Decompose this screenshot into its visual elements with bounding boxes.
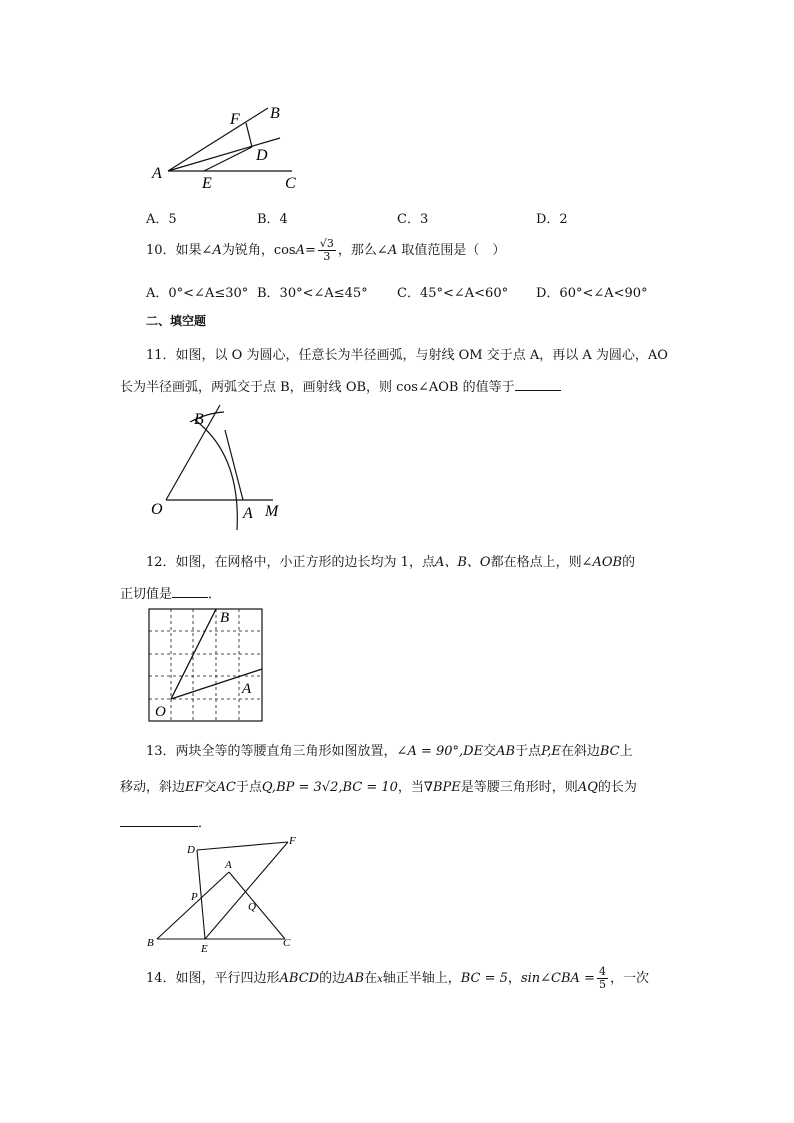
section-title: 二、填空题	[146, 314, 207, 328]
q14-frac-num: 4	[598, 965, 606, 978]
q14-line1	[146, 966, 649, 991]
q11-line2-text: 长为半径画弧，两弧交于点 B，画射线 OB，则 cos∠AOB 的值等于	[120, 380, 515, 395]
label-b: B	[270, 105, 280, 122]
q14-text-c: 在	[364, 971, 378, 986]
label-a: A	[225, 859, 232, 871]
q13-de: DE	[463, 744, 484, 759]
q13-bpe: BPE	[433, 780, 461, 795]
label-o: O	[155, 704, 166, 720]
label-f: F	[230, 111, 240, 128]
q13-ac: AC	[216, 780, 236, 795]
q9-option-b: B．4	[257, 212, 288, 227]
q13-text-h: 于点	[235, 780, 262, 795]
q13-ef: EF	[185, 780, 204, 795]
label-a: A	[242, 681, 252, 697]
q13-answer-blank[interactable]	[120, 826, 198, 827]
label-e: E	[202, 175, 212, 192]
q14-sin: sin∠CBA =	[520, 971, 595, 986]
q13-text-e: 上	[619, 744, 633, 759]
q12-text-a: 12．如图，在网格中，小正方形的边长均为 1，点	[146, 555, 435, 570]
q10-var-a-3: A	[387, 243, 398, 258]
figure-q9	[140, 100, 320, 195]
q13-line2	[120, 776, 637, 795]
q10-eq: =	[305, 243, 316, 258]
q10-fraction	[318, 238, 336, 263]
q13-line1	[146, 740, 633, 759]
q13-text-l: ．	[198, 816, 212, 831]
q14-text-a: 14．如图，平行四边形	[146, 971, 280, 986]
q13-line3	[120, 812, 211, 831]
ray-ab	[168, 108, 268, 171]
label-d: D	[187, 844, 195, 856]
q13-aq: AQ	[577, 780, 598, 795]
grid-border	[149, 609, 262, 721]
label-b: B	[147, 937, 154, 949]
segment-ab	[225, 430, 243, 500]
q12-text-c: 的	[622, 555, 636, 570]
label-d: D	[256, 147, 268, 164]
figure-q11	[145, 400, 295, 535]
q10-option-a: A．0°<∠A≤30°	[146, 286, 249, 301]
q9-option-c: C．3	[397, 212, 429, 227]
q13-text-d: 在斜边	[560, 744, 600, 759]
triangle-def-side-de	[197, 850, 205, 939]
q14-text-f: ，一次	[609, 971, 649, 986]
q13-cond-angle: ∠A = 90°,	[396, 744, 464, 759]
q11-line1: 11．如图，以 O 为圆心，任意长为半径画弧，与射线 OM 交于点 A，再以 A 为圆心，AO	[146, 348, 668, 363]
q14-text-b: 的边	[319, 971, 346, 986]
q13-text-a: 13．两块全等的等腰直角三角形如图放置，	[146, 744, 397, 759]
q14-text-e: ，	[507, 971, 521, 986]
label-b: B	[194, 411, 204, 428]
arc-centered-o	[195, 420, 237, 530]
q10-frac-num: √3	[319, 237, 334, 250]
label-m: M	[265, 503, 279, 520]
q14-x: x	[377, 974, 383, 985]
q13-bp: BP = 3√2,BC = 10	[276, 780, 398, 795]
q10-after: ，那么∠	[337, 243, 388, 258]
q9-option-d: D．2	[536, 212, 568, 227]
q12-points: A、B、O	[434, 555, 491, 570]
label-p: P	[191, 891, 198, 903]
q12-text-e: ．	[208, 587, 222, 602]
q13-p: P,	[541, 744, 552, 759]
q10-option-d: D．60°<∠A<90°	[536, 286, 648, 301]
q13-text-k: 的长为	[597, 780, 637, 795]
label-c: C	[285, 175, 296, 192]
q13-text-j: 是等腰三角形时，则	[460, 780, 578, 795]
triangle-abc-side-ac	[229, 872, 285, 939]
ray-ob	[166, 405, 220, 500]
triangle-def-side-ef	[205, 842, 288, 939]
q13-text-i: ，当∇	[397, 780, 433, 795]
q10-mid: 为锐角，cos	[221, 243, 296, 258]
label-b: B	[220, 610, 230, 626]
q12-text-d: 正切值是	[120, 587, 173, 602]
q9-option-a: A．5	[146, 212, 177, 227]
figure-q13	[140, 832, 310, 957]
label-o: O	[151, 501, 163, 518]
triangle-abc-side-ab	[157, 872, 229, 939]
label-a: A	[243, 505, 253, 522]
q14-frac-den: 5	[598, 978, 606, 991]
label-c: C	[283, 937, 291, 949]
q12-answer-blank[interactable]	[172, 597, 208, 598]
q13-text-b: 交	[483, 744, 497, 759]
q14-text-d: 轴正半轴上，	[382, 971, 461, 986]
q13-e: E	[551, 744, 561, 759]
q13-ab: AB	[496, 744, 516, 759]
triangle-def-side-df	[197, 842, 288, 850]
q13-text-g: 交	[203, 780, 217, 795]
q10-option-c: C．45°<∠A<60°	[397, 286, 509, 301]
q10-tail: 取值范围是（ ）	[397, 243, 506, 258]
label-e: E	[201, 943, 208, 955]
segment-ed	[204, 147, 252, 171]
figure-q12	[146, 605, 266, 725]
q10-frac-den: 3	[323, 250, 331, 263]
q11-line2	[120, 376, 561, 395]
q10-var-a: A	[212, 243, 222, 258]
segment-fd	[246, 123, 252, 147]
q13-q: Q,	[261, 780, 277, 795]
label-q: Q	[248, 901, 256, 913]
q13-bc: BC	[599, 744, 620, 759]
q14-bc: BC = 5	[460, 971, 508, 986]
q10-option-b: B．30°<∠A≤45°	[257, 286, 368, 301]
q10-var-a-2: A	[295, 243, 305, 258]
q13-text-c: 于点	[515, 744, 542, 759]
q10-question	[146, 238, 505, 263]
q11-answer-blank[interactable]	[515, 390, 561, 391]
q12-line2	[120, 583, 221, 602]
q12-line1	[146, 551, 635, 570]
q10-prefix: 10．如果∠	[146, 243, 213, 258]
q14-fraction	[597, 966, 608, 991]
q12-text-b: 都在格点上，则∠	[490, 555, 593, 570]
q13-text-f: 移动，斜边	[120, 780, 186, 795]
q12-angle: AOB	[592, 555, 623, 570]
label-f: F	[289, 835, 296, 847]
q14-ab: AB	[345, 971, 365, 986]
label-a: A	[152, 165, 162, 182]
q14-abcd: ABCD	[279, 971, 320, 986]
